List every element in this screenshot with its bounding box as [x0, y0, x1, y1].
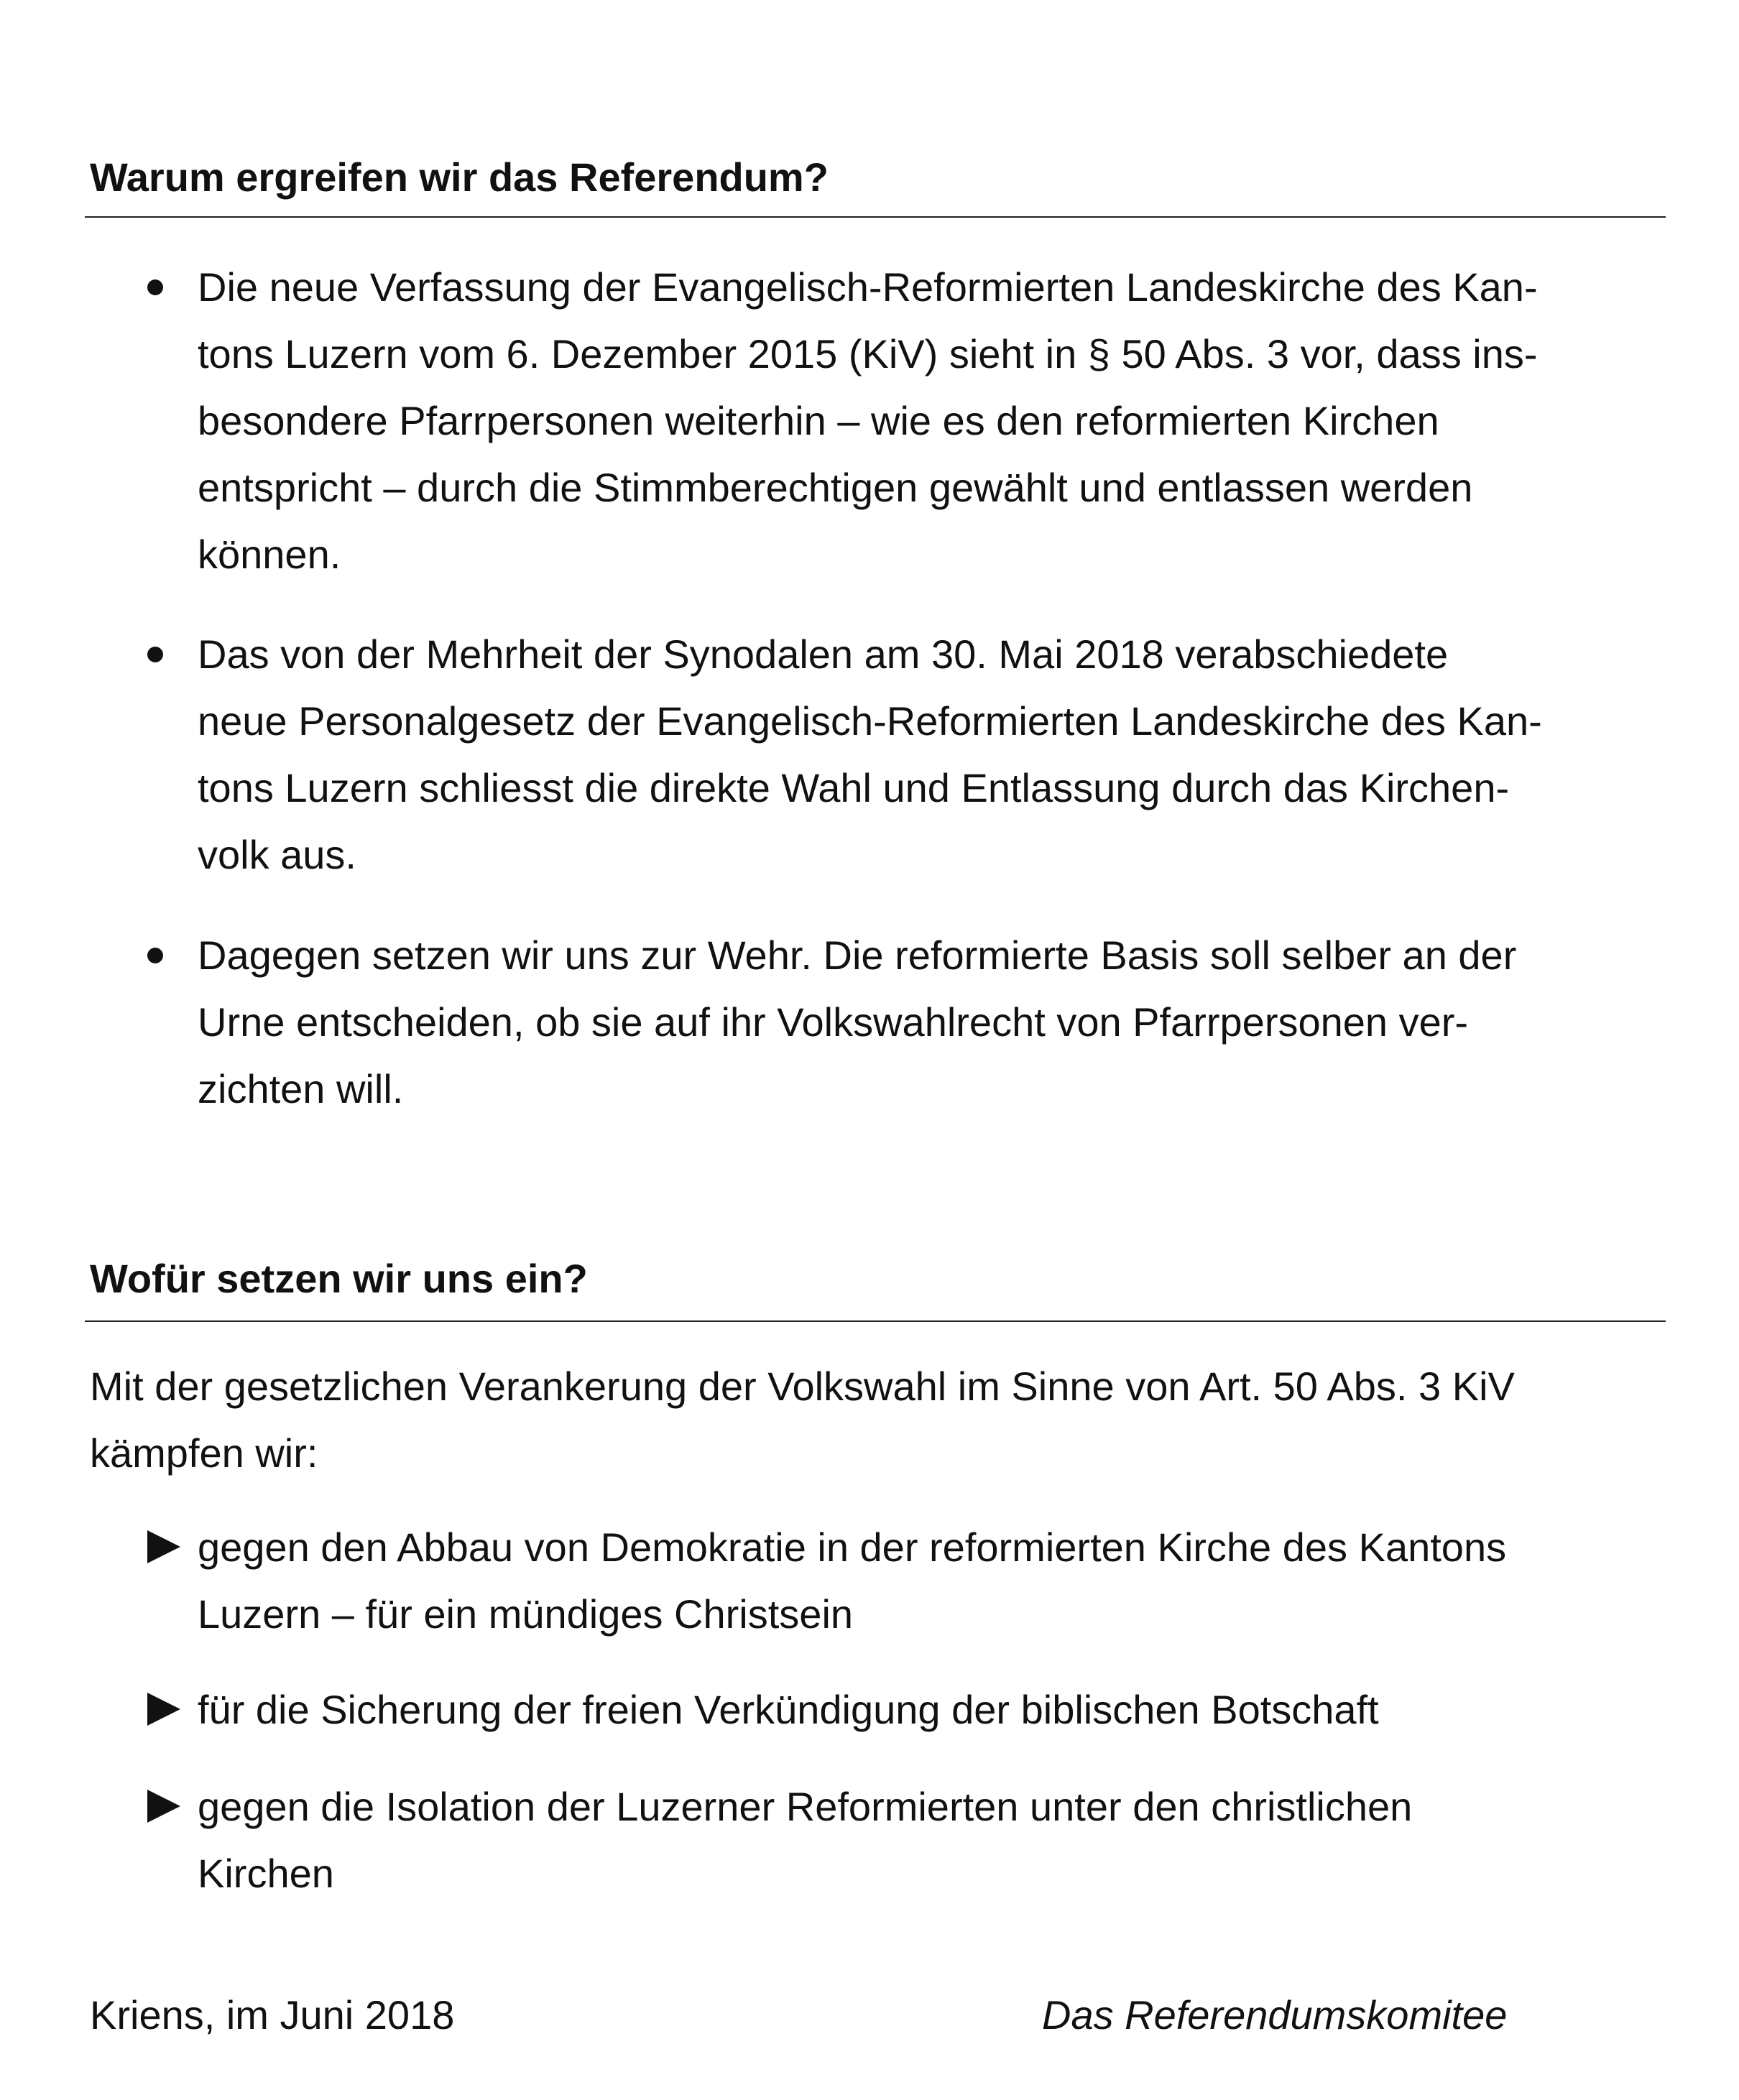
signature: Das Referendumskomitee: [1042, 1992, 1508, 2037]
bullet-icon: [147, 647, 163, 662]
place-date: Kriens, im Juni 2018: [90, 1992, 455, 2037]
arrow-right-icon: [147, 1530, 180, 1563]
heading-divider: [85, 1320, 1666, 1322]
list-item-text: Dagegen setzen wir uns zur Wehr. Die reformierte Basis soll selber an der Urne entscheiden, ob sie auf ihr Volkswahlrecht von Pfarrpersonen ver- zichten will.: [198, 933, 1517, 1111]
list-item-text: Die neue Verfassung der Evangelisch-Reformierten Landeskirche des Kan- tons Luzern vom 6. Dezember 2015 (KiV) sieht in § 50 Abs. 3 vor, dass ins- besondere Pfarrpersonen weiterhin – wie es den reformierten Kirchen entspricht – durch die Stimmberechtigen gewählt und entlassen werden können.: [198, 264, 1538, 577]
list-item-text: gegen die Isolation der Luzerner Reformierten unter den christlichen Kirchen: [198, 1784, 1413, 1896]
arrow-right-icon: [147, 1790, 180, 1823]
list-item-text: Das von der Mehrheit der Synodalen am 30. Mai 2018 verabschiedete neue Personalgesetz der Evangelisch-Reformierten Landeskirche des Kan- tons Luzern schliesst die direkte Wahl und Entlassung durch das Kirchen- volk aus.: [198, 632, 1542, 877]
bullet-icon: [147, 948, 163, 963]
intro-paragraph: Mit der gesetzlichen Verankerung der Volkswahl im Sinne von Art. 50 Abs. 3 KiV kämpfen wir:: [90, 1364, 1515, 1476]
bullet-icon: [147, 279, 163, 295]
section-heading-referendum: Warum ergreifen wir das Referendum?: [90, 154, 829, 200]
arrow-right-icon: [147, 1693, 180, 1726]
heading-divider: [85, 216, 1666, 218]
list-item-text: gegen den Abbau von Demokratie in der reformierten Kirche des Kantons Luzern – für ein mündiges Christsein: [198, 1525, 1507, 1637]
list-item-text: für die Sicherung der freien Verkündigung der biblischen Botschaft: [198, 1687, 1379, 1732]
section-heading-commitment: Wofür setzen wir uns ein?: [90, 1256, 588, 1301]
